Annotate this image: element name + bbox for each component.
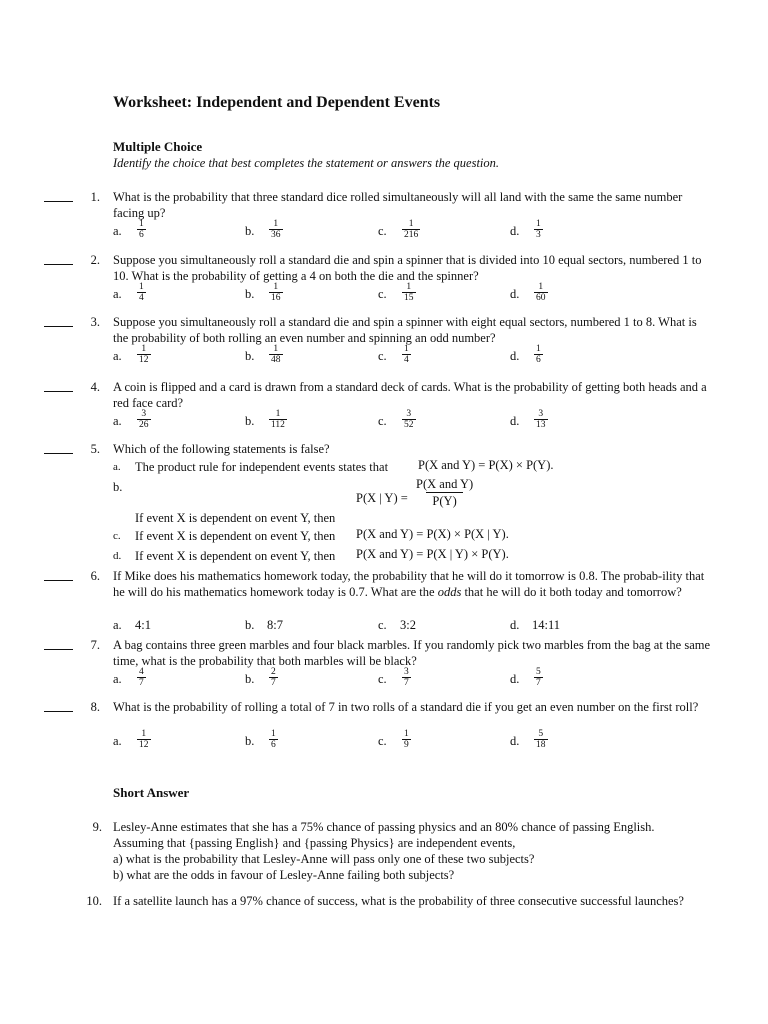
fraction: $\frac{1}{9}$ — [404, 729, 409, 750]
question-number: 4. — [90, 380, 100, 394]
fraction: $\frac{5}{18}$ — [536, 729, 546, 750]
question-number: 10. — [86, 894, 102, 908]
question-text: Suppose you simultaneously roll a standard die and spin a spinner that is divided into 10 equal sectors, numbered 1 to 10. What is the probability of getting a 4 on both the die and the spinner? — [113, 253, 702, 283]
question-text: If Mike does his mathematics homework today, the probability that he will do it tomorrow is 0.8. The probab-ility that he will do his mathematics homework today is 0.7. What are the odds that he will do it both today and tomorrow? — [113, 569, 705, 599]
formula: P(X and Y) = P(X) × P(Y). — [418, 458, 554, 472]
fraction: $\frac{3}{13}$ — [536, 409, 546, 430]
fraction: $\frac{2}{7}$ — [271, 667, 276, 688]
fraction: $\frac{5}{7}$ — [536, 667, 541, 688]
question-number: 7. — [90, 638, 100, 652]
fraction: $\frac{3}{52}$ — [404, 409, 414, 430]
fraction: $\frac{1}{216}$ — [404, 219, 419, 240]
fraction: $\frac{1}{4}$ — [139, 282, 144, 303]
option-c: c. If event X is dependent on event Y, then P(X and Y) = P(X) × P(X | Y). — [113, 527, 509, 543]
question-number: 8. — [90, 700, 100, 714]
answer-blank[interactable] — [44, 379, 73, 392]
question-text: Which of the following statements is false? — [113, 442, 330, 456]
answer-blank[interactable] — [44, 189, 73, 202]
fraction: $\frac{1}{6}$ — [536, 344, 541, 365]
answer-blank[interactable] — [44, 441, 73, 454]
question-number: 2. — [90, 253, 100, 267]
option-d: d. If event X is dependent on event Y, then P(X and Y) = P(X | Y) × P(Y). — [113, 547, 509, 563]
short-answer-heading: Short Answer — [113, 785, 190, 800]
fraction: $\frac{1}{15}$ — [404, 282, 414, 303]
question-number: 5. — [90, 442, 100, 456]
fraction: $\frac{4}{7}$ — [139, 667, 144, 688]
question-text: Suppose you simultaneously roll a standard die and spin a spinner with eight equal sectors, numbered 1 to 8. What is the probability of both rolling an even number and spinning an odd number? — [113, 315, 697, 345]
option-b: b. P(X | Y) = P(X and Y) P(Y) If event X is dependent on event Y, then — [113, 479, 122, 495]
question-text: What is the probability of rolling a total of 7 in two rolls of a standard die if you get an even number on the first roll? — [113, 700, 699, 714]
fraction: $\frac{1}{12}$ — [139, 344, 149, 365]
answer-blank[interactable] — [44, 637, 73, 650]
question-number: 3. — [90, 315, 100, 329]
worksheet-title: Worksheet: Independent and Dependent Events — [113, 94, 441, 111]
question-text: If a satellite launch has a 97% chance of success, what is the probability of three consecutive successful launches? — [113, 894, 684, 908]
answer-blank[interactable] — [44, 699, 73, 712]
multiple-choice-heading: Multiple Choice — [113, 139, 203, 154]
fraction: $\frac{1}{12}$ — [139, 729, 149, 750]
fraction: $\frac{1}{16}$ — [271, 282, 281, 303]
answer-blank[interactable] — [44, 252, 73, 265]
answer-blank[interactable] — [44, 568, 73, 581]
question-number: 9. — [92, 820, 102, 834]
fraction: $\frac{1}{60}$ — [536, 282, 546, 303]
question-number: 6. — [90, 569, 100, 583]
fraction: $\frac{1}{6}$ — [271, 729, 276, 750]
formula-lhs: P(X | Y) = — [356, 491, 408, 505]
formula-fraction: P(X and Y) P(Y) — [416, 477, 474, 508]
fraction: $\frac{1}{36}$ — [271, 219, 281, 240]
fraction: $\frac{1}{3}$ — [536, 219, 541, 240]
fraction: $\frac{1}{112}$ — [271, 409, 285, 430]
worksheet-page: Worksheet: Independent and Dependent Events Multiple Choice Identify the choice that best completes the statement or answers the question. 1. What is the probability that three standard dice rolled simultaneously will all land with the same the same number facing up? a. $\frac{1}{6}$ b. $\frac{1}{36}$ c. $\frac{1}{216}$ d. $\frac{1}{3}$ 2. Suppose you simultaneously roll a standard die and spin a spinner that is divided into 10 equal sectors, numbered 1 to 10. What is the probability of getting a 4 on both the die and the spinner? a. $\frac{1}{4}$ b. $\frac{1}{16}$ c. $\frac{1}{15}$ d. $\frac{1}{60}$ 3. Suppose you simultaneously roll a standard die and spin a spinner with eight equal sectors, numbered 1 to 8. What is the probability of both rolling an even number and spinning an odd number? a. $\frac{1}{12}$ b. $\frac{1}{48}$ c. $\frac{1}{4}$ d. $\frac{1}{6}$ 4. A coin is flipped and a card is drawn from a standard deck of cards. What is the probability of getting both heads and a red face card? a. $\frac{3}{26}$ b. $\frac{1}{112}$ c. $\frac{3}{52}$ d. $\frac{3}{13}$ 5. Which of the following statements is false? a. The product rule for independent events states that P(X and Y) = P(X) × P(Y). b. P(X | Y) = P(X and Y) P(Y) If event X is dependent on event Y, then c. If event X is dependent on event Y, then P(X and Y) = P(X) × P(X | Y). d. If event X is dependent on event Y, then P(X and Y) = P(X | Y) × P(Y). 6. If Mike does his mathematics homework today, the probability that he will do it tomorrow is 0.8. The probab-ility that he will do his mathematics homework today is 0.7. What are the odds that he will do it both today and tomorrow? a. 4:1 b. 8:7 c. 3:2 d. 14:11 7. A bag contains three green marbles and four black marbles. If you randomly pick two marbles from the bag at the same time, what is the probability that both marbles will be black? a. $\frac{4}{7}$ b. $\frac{2}{7}$ c. $\frac{3}{7}$ d. $\frac{5}{7}$ 8. What is the probability of rolling a total of 7 in two rolls of a standard die if you get an even number on the first roll? a. $\frac{1}{12}$ b. $\frac{1}{6}$ c. $\frac{1}{9}$ d. $\frac{5}{18}$ Short Answer 9. Lesley-Anne estimates that she has a 75% chance of passing physics and an 80% chance of passing English. Assuming that {passing English} and {passing Physics} are independent events, a) what is the probability that Lesley-Anne will pass only one of these two subjects? b) what are the odds in favour of Lesley-Anne failing both subjects? 10. If a satellite launch has a 97% chance of success, what is the probability of three consecutive successful launches? — [0, 0, 768, 1024]
fraction: $\frac{1}{4}$ — [404, 344, 409, 365]
answer-blank[interactable] — [44, 314, 73, 327]
question-number: 1. — [90, 190, 100, 204]
fraction: $\frac{1}{6}$ — [139, 219, 144, 240]
formula: P(X and Y) = P(X) × P(X | Y). — [356, 527, 509, 541]
question-text: What is the probability that three standard dice rolled simultaneously will all land with the same the same number facing up? — [113, 190, 683, 220]
formula: P(X and Y) = P(X | Y) × P(Y). — [356, 547, 509, 561]
question-text: A coin is flipped and a card is drawn from a standard deck of cards. What is the probability of getting both heads and a red face card? — [113, 380, 707, 410]
fraction: $\frac{1}{48}$ — [271, 344, 281, 365]
fraction: $\frac{3}{26}$ — [139, 409, 149, 430]
instructions: Identify the choice that best completes the statement or answers the question. — [113, 156, 500, 170]
fraction: $\frac{3}{7}$ — [404, 667, 409, 688]
question-text: A bag contains three green marbles and four black marbles. If you randomly pick two marbles from the bag at the same time, what is the probability that both marbles will be black? — [113, 638, 711, 668]
option-a: a. The product rule for independent events states that P(X and Y) = P(X) × P(Y). — [113, 458, 554, 474]
question-text: Lesley-Anne estimates that she has a 75% chance of passing physics and an 80% chance of passing English. Assuming that {passing English} and {passing Physics} are independent events, a) what is the probability that Lesley-Anne will pass only one of these two subjects? b) what are the odds in favour of Lesley-Anne failing both subjects? — [113, 820, 655, 882]
